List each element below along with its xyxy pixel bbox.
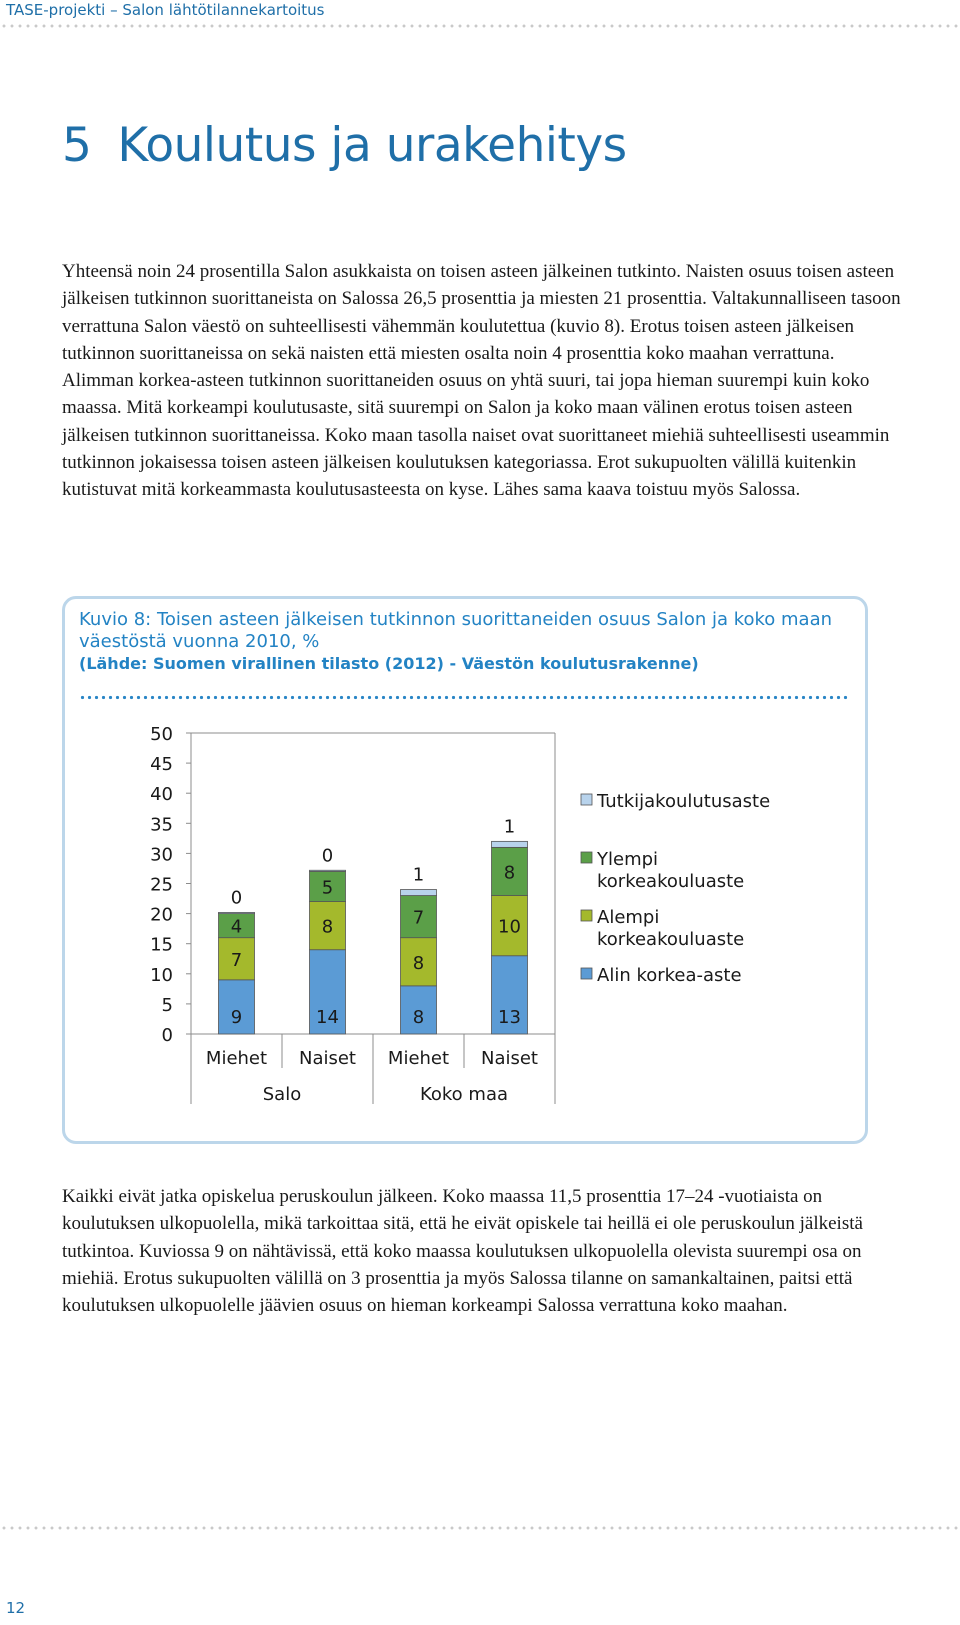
chapter-title-text: Koulutus ja urakehitys xyxy=(117,118,627,173)
bar-value-label: 5 xyxy=(321,877,334,899)
legend-label: Alempi xyxy=(597,907,660,928)
y-tick-label: 0 xyxy=(161,1025,173,1046)
bar-value-label: 14 xyxy=(316,1007,339,1028)
page-number: 12 xyxy=(6,1599,26,1617)
legend-swatch xyxy=(581,852,592,863)
bar-segment xyxy=(310,870,346,871)
legend-swatch xyxy=(581,968,592,979)
after-figure-paragraph: Kaikki eivät jatka opiskelua peruskoulun jälkeen. Koko maassa 11,5 prosenttia 17–24 -vuotiaista on koulutuksen ulkopuolella, mikä tarkoittaa sitä, että he eivät opiskele tai heillä ei ole peruskoulun jälkeistä tutkintoa. Kuviossa 9 on nähtävissä, että koko maassa koulutuksen ulkopuolella olevista suurempi osa on miehiä. Erotus sukupuolten välillä on 3 prosenttia ja myös Salossa tilanne on samankaltainen, paitsi että koulutuksen ulkopuolelle jäävien osuus on hieman korkeampi Salossa verrattuna koko maahan. xyxy=(62,1186,863,1317)
bar-value-label: 0 xyxy=(230,887,243,909)
bar-value-label: 8 xyxy=(412,952,425,974)
header-divider xyxy=(0,24,960,28)
bar-value-label: 1 xyxy=(412,864,425,886)
bar-value-label: 13 xyxy=(498,1007,521,1028)
y-tick-label: 20 xyxy=(150,904,173,926)
figure-source: (Lähde: Suomen virallinen tilasto (2012) - Väestön koulutusrakenne) xyxy=(79,654,699,673)
legend-swatch xyxy=(581,910,592,921)
legend-label: Ylempi xyxy=(597,849,659,870)
running-header: TASE-projekti – Salon lähtötilannekartoitus xyxy=(6,1,325,19)
bar-segment xyxy=(492,841,528,847)
y-tick-label: 5 xyxy=(161,994,173,1016)
legend-label: Alin korkea-aste xyxy=(597,965,742,986)
y-tick-label: 25 xyxy=(150,874,173,896)
footer-divider xyxy=(0,1526,960,1530)
bar-value-label: 8 xyxy=(321,916,334,938)
category-label: Miehet xyxy=(387,1048,450,1069)
category-label: Miehet xyxy=(205,1048,268,1069)
y-tick-label: 40 xyxy=(150,784,173,806)
legend-label: korkeakouluaste xyxy=(597,929,745,950)
figure-box xyxy=(62,596,868,1144)
bar-value-label: 8 xyxy=(412,1007,425,1028)
bar-value-label: 0 xyxy=(321,845,334,867)
y-tick-label: 10 xyxy=(150,964,173,986)
y-tick-label: 30 xyxy=(150,844,173,866)
bar-value-label: 7 xyxy=(412,907,425,929)
bar-value-label: 10 xyxy=(498,916,521,938)
y-tick-label: 35 xyxy=(150,814,173,836)
legend-label: korkeakouluaste xyxy=(597,871,745,892)
bar-segment xyxy=(219,912,255,913)
bar-value-label: 4 xyxy=(230,916,243,938)
chapter-number: 5 xyxy=(62,118,92,173)
bar-value-label: 1 xyxy=(503,816,516,838)
figure-caption-title: Kuvio 8: Toisen asteen jälkeisen tutkinnon suorittaneiden osuus Salon ja koko maan väestöstä vuonna 2010, % xyxy=(79,609,833,652)
y-tick-label: 15 xyxy=(150,934,173,956)
stacked-bar-chart xyxy=(65,599,865,1141)
y-tick-label: 50 xyxy=(150,724,173,745)
legend-label: Tutkijakoulutusaste xyxy=(597,791,771,812)
intro-paragraph: Yhteensä noin 24 prosentilla Salon asukkaista on toisen asteen jälkeinen tutkinto. Naisten osuus toisen asteen jälkeisen tutkinnon suorittaneista on Salossa 26,5 prosenttia ja miesten 21 prosenttia. Valtakunnalliseen tasoon verrattuna Salon väestö on suhteellisesti vähemmän koulutettua (kuvio 8). Erotus toisen asteen jälkeisen tutkinnon suorittaneissa on sekä naisten että miesten osalta noin 4 prosenttia koko maahan verrattuna. Alimman korkea-asteen tutkinnon suorittaneiden osuus on yhtä suuri, tai jopa hieman suurempi kuin koko maassa. Mitä korkeampi koulutusaste, sitä suurempi on Salon ja koko maan välinen erotus toisen asteen jälkeisen tutkinnon suorittaneissa. Koko maan tasolla naiset ovat suorittaneet miehiä suhteellisesti useammin tutkinnon jokaisessa toisen asteen jälkeisen koulutuksen kategoriassa. Erot sukupuolten välillä kuitenkin kutistuvat mitä korkeammasta koulutusasteesta on kyse. Lähes sama kaava toistuu myös Salossa. xyxy=(62,261,901,501)
y-tick-label: 45 xyxy=(150,754,173,776)
bar-value-label: 9 xyxy=(230,1007,243,1028)
chapter-title xyxy=(62,118,627,173)
category-label: Naiset xyxy=(298,1048,357,1069)
legend-swatch xyxy=(581,794,592,805)
group-label: Koko maa xyxy=(419,1084,509,1105)
bar-value-label: 8 xyxy=(503,862,516,884)
category-label: Naiset xyxy=(480,1048,539,1069)
bar-value-label: 7 xyxy=(230,949,243,971)
bar-segment xyxy=(401,890,437,896)
group-label: Salo xyxy=(262,1084,302,1105)
